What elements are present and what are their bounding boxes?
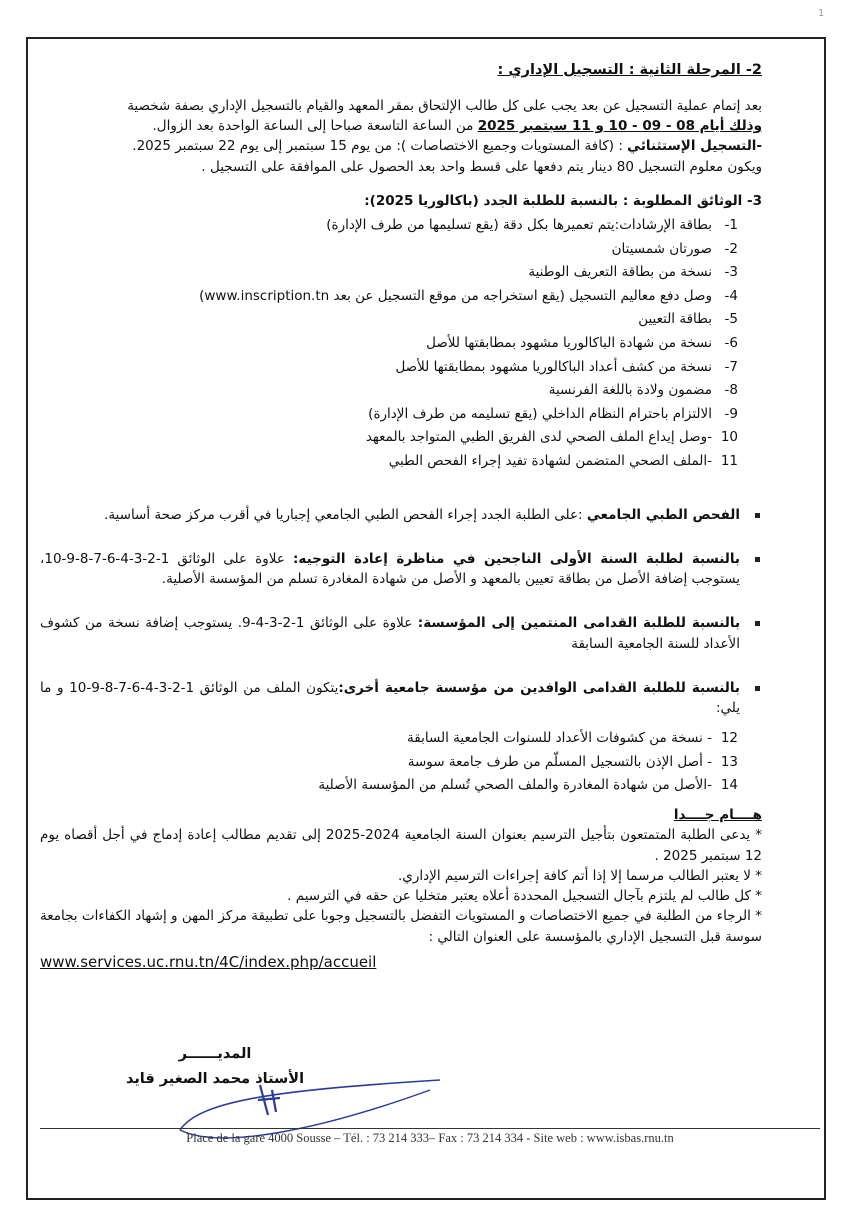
document-text: مضمون ولادة باللغة الفرنسية xyxy=(548,382,712,399)
document-item xyxy=(40,262,738,284)
extra-document-number: 12 xyxy=(720,730,738,747)
bullet-item xyxy=(40,549,762,590)
bullet-heading: بالنسبة للطلبة القدامى المنتمين إلى المؤسسة: xyxy=(417,615,741,632)
footer-divider xyxy=(40,1128,820,1129)
important-title: هــــام جــــدا xyxy=(673,807,762,824)
exceptional-registration xyxy=(40,136,762,156)
document-number: 8- xyxy=(724,382,738,399)
document-body xyxy=(40,60,762,973)
document-number: 5- xyxy=(724,311,738,328)
document-number: 4- xyxy=(724,287,738,304)
bullet-heading: بالنسبة للطلبة القدامى الوافدين من مؤسسة جامعية أخرى: xyxy=(338,679,740,696)
document-text: نسخة من بطاقة التعريف الوطنية xyxy=(528,264,712,281)
document-text: صورتان شمسيتان xyxy=(611,240,712,257)
footer-address: Place de la gare 4000 Sousse – Tél. : 73 214 333– Fax : 73 214 334 - Site web : www.isbas.rnu.tn xyxy=(186,1131,674,1145)
document-text: بطاقة التعيين xyxy=(638,311,712,328)
square-bullet-icon xyxy=(755,557,760,562)
signature-role: المديــــــر xyxy=(178,1046,252,1062)
document-item xyxy=(40,380,738,402)
document-text: نسخة من شهادة الباكالوريا مشهود بمطابقتها للأصل xyxy=(426,334,712,351)
bullet-item xyxy=(40,613,762,654)
document-item xyxy=(40,451,738,473)
stage2-dates-rest: من الساعة التاسعة صباحا إلى الساعة الواحدة بعد الزوال. xyxy=(152,118,478,134)
bullet-heading: الفحص الطبي الجامعي xyxy=(586,506,740,523)
required-documents-list xyxy=(40,215,762,473)
document-item xyxy=(40,333,738,355)
document-text: -الملف الصحي المتضمن لشهادة تفيد إجراء الفحص الطبي xyxy=(388,452,712,469)
square-bullet-icon xyxy=(755,621,760,626)
extra-document-text: - أصل الإذن بالتسجيل المسلّم من طرف جامعة سوسة xyxy=(407,753,712,770)
document-number: 7- xyxy=(724,358,738,375)
document-number: 3- xyxy=(724,264,738,281)
stage3-title: 3- الوثائق المطلوبة : بالنسبة للطلبة الجدد (باكالوريا 2025): xyxy=(364,192,762,209)
document-item xyxy=(40,427,738,449)
bullet-item xyxy=(40,505,762,525)
document-text: الالتزام باحترام النظام الداخلي (يقع تسليمه من طرف الإدارة) xyxy=(368,405,712,422)
important-note: * لا يعتبر الطالب مرسما إلا إذا أتم كافة إجراءات الترسيم الإداري. xyxy=(398,867,762,884)
extra-document-number: 14 xyxy=(720,777,738,794)
stage2-intro: بعد إتمام عملية التسجيل عن بعد يجب على كل طالب الإلتحاق بمقر المعهد والقيام بالتسجيل الإداري بصفة شخصية xyxy=(127,97,762,114)
document-item xyxy=(40,286,738,308)
document-item xyxy=(40,357,738,379)
extra-document-item xyxy=(40,775,738,797)
document-item xyxy=(40,404,738,426)
stage2-dates xyxy=(40,116,762,136)
extra-document-number: 13 xyxy=(720,753,738,770)
exceptional-label: -التسجيل الإستثنائي xyxy=(627,138,762,155)
square-bullet-icon xyxy=(755,686,760,691)
document-text: بطاقة الإرشادات:يتم تعميرها بكل دقة (يقع تسليمها من طرف الإدارة) xyxy=(326,217,712,233)
document-number: 10 xyxy=(720,429,738,446)
bullet-text: يتكون الملف من الوثائق 1-2-3-4-6-7-8-9-10 و ما يلي: xyxy=(40,679,740,717)
document-text: وصل دفع معاليم التسجيل (يقع استخراجه من موقع التسجيل عن بعد www.inscription.tn) xyxy=(199,287,712,304)
document-number: 6- xyxy=(724,334,738,351)
extra-documents-list xyxy=(40,728,762,797)
square-bullet-icon xyxy=(755,513,760,518)
important-note: * كل طالب لم يلتزم بآجال التسجيل المحددة أعلاه يعتبر متخليا عن حقه في الترسيم . xyxy=(287,888,762,905)
document-number: 1- xyxy=(724,217,738,233)
bullet-text: :على الطلبة الجدد إجراء الفحص الطبي الجامعي إجباريا في أقرب مركز صحة أساسية. xyxy=(104,506,587,523)
document-number: 11 xyxy=(720,452,738,469)
bullet-list xyxy=(40,505,762,719)
document-number: 2- xyxy=(724,240,738,257)
document-text: نسخة من كشف أعداد الباكالوريا مشهود بمطابقتها للأصل xyxy=(395,358,712,375)
bullet-text: علاوة على الوثائق 1-2-3-4-9. يستوجب إضافة نسخة من كشوف الأعداد للسنة الجامعية السابقة xyxy=(40,615,740,652)
document-item xyxy=(40,215,738,237)
bullet-text: علاوة على الوثائق 1-2-3-4-6-7-8-9-10، يستوجب إضافة الأصل من بطاقة تعيين بالمعهد و الأصل من شهادة المغادرة تسلم من المؤسسة الأصلية. xyxy=(40,550,740,588)
document-number: 9- xyxy=(724,405,738,422)
extra-document-item xyxy=(40,728,738,750)
important-notes xyxy=(40,825,762,947)
document-item xyxy=(40,309,738,331)
document-text: -وصل إيداع الملف الصحي لدى الفريق الطبي المتواجد بالمعهد xyxy=(365,429,712,446)
exceptional-text: : (كافة المستويات وجميع الاختصاصات ): من يوم 15 سبتمبر إلى يوم 22 سبتمبر 2025. xyxy=(132,138,628,155)
important-note: * يدعى الطلبة المتمتعون بتأجيل الترسيم بعنوان السنة الجامعية 2024-2025 إلى تقديم مطالب إعادة إدماج في أجل أقصاه يوم 12 سبتمبر 2025 . xyxy=(40,827,763,864)
document-item xyxy=(40,239,738,261)
bullet-heading: بالنسبة لطلبة السنة الأولى الناجحين في مناظرة إعادة التوجيه: xyxy=(293,550,740,567)
stage2-dates-bold: وذلك أيام 08 - 09 - 10 و 11 سبتمبر 2025 xyxy=(477,118,762,134)
extra-document-text: - نسخة من كشوفات الأعداد للسنوات الجامعية السابقة xyxy=(407,730,712,747)
stage2-title: 2- المرحلة الثانية : التسجيل الإداري : xyxy=(497,62,762,78)
extra-document-item xyxy=(40,752,738,774)
extra-document-text: -الأصل من شهادة المغادرة والملف الصحي تُسلم من المؤسسة الأصلية xyxy=(318,777,712,794)
corner-mark: 1 xyxy=(818,8,825,19)
important-note: * الرجاء من الطلبة في جميع الاختصاصات و المستويات التفضل بالتسجيل وجوبا على تطبيقة مركز المهن و إشهاد الكفاءات بجامعة سوسة قبل التسجيل الإداري بالمؤسسة على العنوان التالي : xyxy=(40,908,762,945)
signature-name: الأستاذ محمد الصغير قايد xyxy=(125,1070,305,1087)
fee-text: ويكون معلوم التسجيل 80 دينار يتم دفعها على قسط واحد بعد الحصول على الموافقة على التسجيل . xyxy=(201,158,762,175)
bullet-item xyxy=(40,678,762,719)
services-link[interactable]: www.services.uc.rnu.tn/4C/index.php/accueil xyxy=(40,952,377,971)
